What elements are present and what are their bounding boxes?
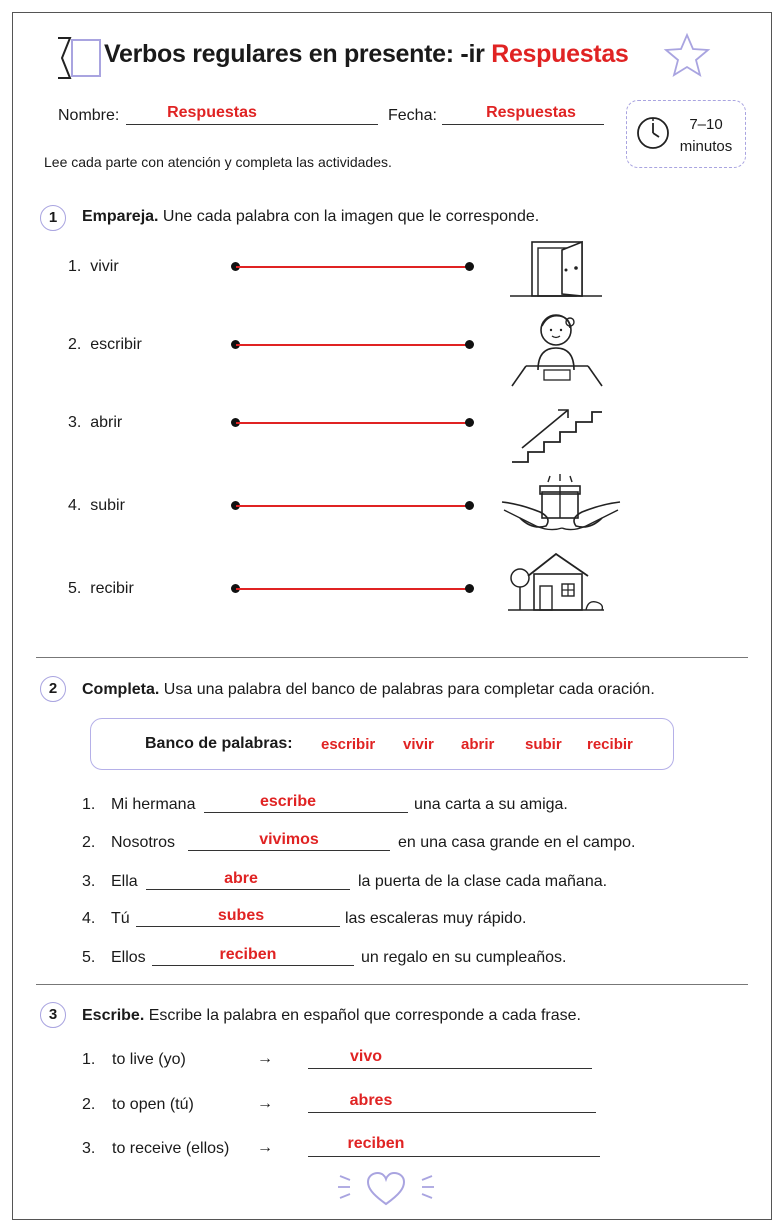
instructions: Lee cada parte con atención y completa las actividades. [44,154,392,170]
sentence-after: en una casa grande en el campo. [398,834,636,851]
date-field[interactable] [442,124,604,125]
section3-title: Escribe. Escribe la palabra en español que corresponde a cada frase. [82,1007,581,1024]
door-icon [510,238,602,298]
timer-box [626,100,746,168]
sentence-after: las escaleras muy rápido. [345,910,527,927]
match-item: 3. abrir [68,414,123,431]
sentence-number: 4. [82,910,96,927]
section3-number: 3 [40,1002,66,1028]
star-icon [664,32,710,78]
match-end-dot[interactable] [465,340,474,349]
arrow-right-icon: → [257,1095,273,1112]
sentence-before: Tú [111,910,130,927]
match-item: 5. recibir [68,580,134,597]
sentence-after: la puerta de la clase cada mañana. [358,873,608,890]
answer-text: abre [224,870,258,887]
sentence-number: 3. [82,873,96,890]
answer-blank[interactable] [152,965,354,966]
section2-title: Completa. Usa una palabra del banco de palabras para completar cada oración. [82,681,655,698]
answer-text: reciben [347,1135,405,1152]
match-item: 1. vivir [68,258,119,275]
sentence-before: Mi hermana [111,796,196,813]
answer-blank[interactable] [136,926,340,927]
answer-text: escribe [259,793,317,810]
match-line [236,344,470,346]
phrase-text: to receive (ellos) [112,1140,230,1157]
answer-blank[interactable] [188,850,390,851]
section-divider [36,657,748,658]
sentence-after: un regalo en su cumpleaños. [361,949,567,966]
sentence-number: 2. [82,834,96,851]
word-bank [90,718,674,770]
word-bank-item: recibir [587,736,633,753]
answer-text: vivimos [259,831,319,848]
phrase-number: 2. [82,1096,96,1113]
match-line [236,505,470,507]
page-title: Verbos regulares en presente: -ir Respuestas [104,40,629,68]
sentence-before: Nosotros [111,834,176,851]
timer-text: 7–10 minutos [679,116,733,155]
title-answer-label: Respuestas [491,40,629,68]
sentence-before: Ella [111,873,138,890]
section1-title: Empareja. Une cada palabra con la imagen que le corresponde. [82,208,540,225]
match-line [236,588,470,590]
answer-blank[interactable] [308,1112,596,1113]
word-bank-item: escribir [321,736,376,753]
name-value: Respuestas [167,104,257,121]
phrase-number: 1. [82,1051,96,1068]
phrase-text: to live (yo) [112,1051,186,1068]
word-bank-label: Banco de palabras: [145,735,293,752]
arrow-right-icon: → [257,1139,273,1156]
section2-number: 2 [40,676,66,702]
stairs-up-icon [510,404,602,464]
answer-text: vivo [349,1048,382,1065]
word-bank-item: subir [525,736,562,753]
answer-blank[interactable] [308,1156,600,1157]
match-line [236,422,470,424]
name-label: Nombre: [58,107,120,124]
match-end-dot[interactable] [465,584,474,593]
section-divider [36,984,748,985]
clock-icon [635,115,671,151]
phrase-text: to open (tú) [112,1096,194,1113]
sentence-number: 1. [82,796,96,813]
date-label: Fecha: [388,107,437,124]
word-bank-item: abrir [461,736,495,753]
match-end-dot[interactable] [465,501,474,510]
phrase-number: 3. [82,1140,96,1157]
heart-icon [336,1170,436,1208]
answer-blank[interactable] [308,1068,592,1069]
match-item: 4. subir [68,497,125,514]
worksheet-page [12,12,772,1220]
answer-text: abres [349,1092,393,1109]
sentence-number: 5. [82,949,96,966]
answer-text: reciben [219,946,277,963]
child-writing-icon [508,308,604,388]
house-icon [508,550,604,612]
match-end-dot[interactable] [465,418,474,427]
answer-blank[interactable] [146,889,350,890]
word-bank-item: vivir [403,736,434,753]
arrow-right-icon: → [257,1050,273,1067]
sigma-book-icon [56,36,104,80]
date-value: Respuestas [486,104,576,121]
match-end-dot[interactable] [465,262,474,271]
match-item: 2. escribir [68,336,142,353]
match-line [236,266,470,268]
sentence-before: Ellos [111,949,146,966]
name-field[interactable] [126,124,378,125]
hands-gift-icon [500,474,622,538]
sentence-after: una carta a su amiga. [414,796,568,813]
section1-number: 1 [40,205,66,231]
answer-text: subes [217,907,265,924]
answer-blank[interactable] [204,812,408,813]
